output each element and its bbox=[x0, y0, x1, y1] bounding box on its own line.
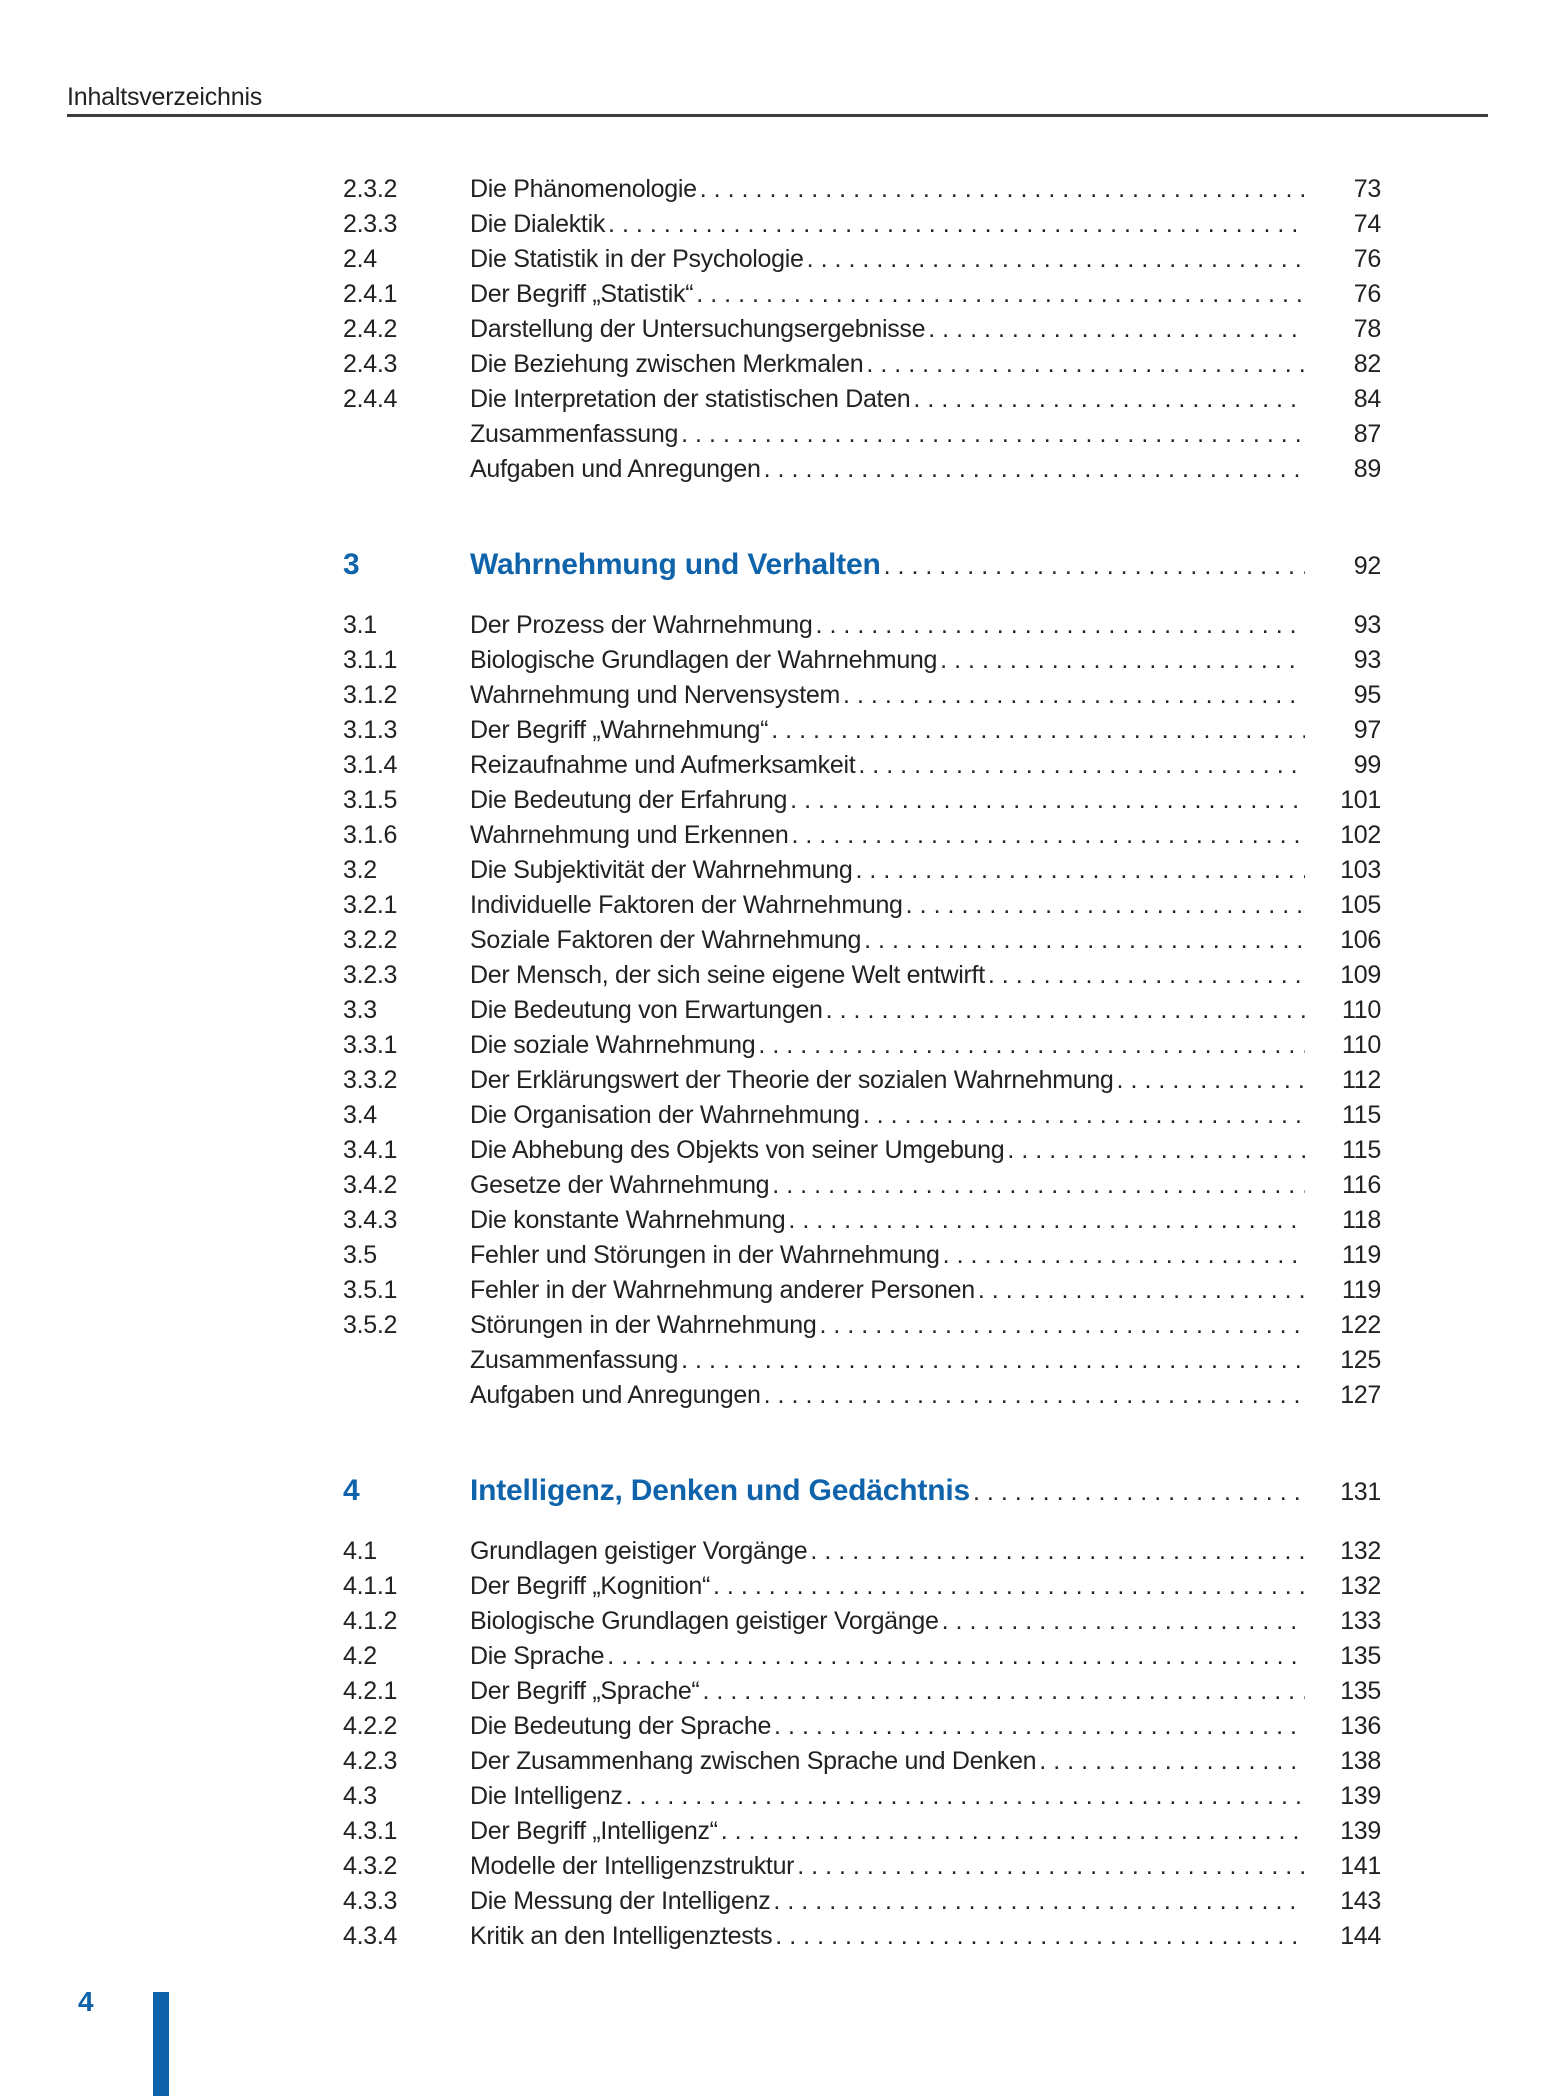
toc-entry-page: 76 bbox=[1353, 280, 1381, 308]
toc-entry-number: 3.1.3 bbox=[343, 716, 398, 744]
toc-entry-page: 138 bbox=[1340, 1747, 1381, 1775]
toc-entry bbox=[343, 1273, 1381, 1308]
toc-entry bbox=[343, 818, 1381, 853]
toc-entry-title: Der Mensch, der sich seine eigene Welt entwirft bbox=[470, 961, 985, 989]
toc-entry-number: 4.3.2 bbox=[343, 1852, 398, 1880]
toc-entry-page: 118 bbox=[1342, 1206, 1381, 1234]
toc-entry-number: 4.1.2 bbox=[343, 1607, 398, 1635]
toc-entry-page: 95 bbox=[1353, 681, 1381, 709]
toc-entry-number: 3.5.1 bbox=[343, 1276, 398, 1304]
toc-entry-number bbox=[343, 1343, 470, 1378]
toc-entry-page: 109 bbox=[1340, 961, 1381, 989]
toc-entry-number: 4.3 bbox=[343, 1782, 377, 1810]
toc-entry-page: 144 bbox=[1340, 1922, 1381, 1950]
toc-entry-page: 99 bbox=[1353, 751, 1381, 779]
toc-entry-page: 110 bbox=[1342, 1031, 1381, 1059]
toc-dot-leader bbox=[721, 1814, 1305, 1849]
toc-entry-page: 143 bbox=[1340, 1887, 1381, 1915]
toc-entry bbox=[343, 452, 1381, 487]
toc-entry-title: Der Begriff „Intelligenz“ bbox=[470, 1817, 718, 1845]
toc-entry bbox=[343, 347, 1381, 382]
toc-dot-leader bbox=[700, 172, 1305, 207]
toc-dot-leader bbox=[942, 1604, 1305, 1639]
toc-entry-number: 4.1.1 bbox=[343, 1572, 398, 1600]
toc-entry-title: Gesetze der Wahrnehmung bbox=[470, 1171, 770, 1199]
toc-entry-page: 110 bbox=[1342, 996, 1381, 1024]
toc-entry-page: 97 bbox=[1353, 716, 1381, 744]
toc-entry-number: 2.4.2 bbox=[343, 315, 398, 343]
toc-dot-leader bbox=[978, 1273, 1305, 1308]
footer-page-number: 4 bbox=[78, 1986, 94, 2017]
toc-entry bbox=[343, 888, 1381, 923]
toc-entry-number: 3.5.2 bbox=[343, 1311, 398, 1339]
toc-entry-page: 87 bbox=[1353, 420, 1381, 448]
toc-entry bbox=[343, 1779, 1381, 1814]
toc-dot-leader bbox=[810, 1534, 1305, 1569]
toc-entry-number: 3.1.4 bbox=[343, 751, 398, 779]
toc-entry bbox=[343, 783, 1381, 818]
toc-entry-page: 122 bbox=[1340, 1311, 1381, 1339]
toc-dot-leader bbox=[855, 853, 1305, 888]
toc-entry-number: 4.3.3 bbox=[343, 1887, 398, 1915]
toc-entry-page: 115 bbox=[1342, 1101, 1381, 1129]
toc-entry-title: Darstellung der Untersuchungsergebnisse bbox=[470, 315, 926, 343]
toc-entry-page: 127 bbox=[1340, 1381, 1381, 1409]
toc-entry bbox=[343, 853, 1381, 888]
toc-entry bbox=[343, 713, 1381, 748]
toc-entry-title: Der Prozess der Wahrnehmung bbox=[470, 611, 813, 639]
toc-dot-leader bbox=[788, 1203, 1305, 1238]
toc-entry-title: Fehler und Störungen in der Wahrnehmung bbox=[470, 1241, 940, 1269]
toc-entry-title: Kritik an den Intelligenztests bbox=[470, 1922, 773, 1950]
toc-dot-leader bbox=[772, 1168, 1305, 1203]
toc-entry bbox=[343, 277, 1381, 312]
toc-entry bbox=[343, 1814, 1381, 1849]
toc-entry-number: 4.2.3 bbox=[343, 1747, 398, 1775]
toc-dot-leader bbox=[608, 207, 1305, 242]
toc-entry-title: Die konstante Wahrnehmung bbox=[470, 1206, 786, 1234]
toc-entry-title: Individuelle Faktoren der Wahrnehmung bbox=[470, 891, 903, 919]
toc-entry-page: 139 bbox=[1340, 1817, 1381, 1845]
toc-dot-leader bbox=[826, 993, 1305, 1028]
toc-entry-title: Aufgaben und Anregungen bbox=[470, 455, 761, 483]
toc-entry bbox=[343, 1604, 1381, 1639]
toc-entry-number: 4.2.1 bbox=[343, 1677, 398, 1705]
toc-entry-title: Wahrnehmung und Erkennen bbox=[470, 821, 789, 849]
toc-entry-page: 119 bbox=[1342, 1276, 1381, 1304]
toc-entry-number: 3.4.2 bbox=[343, 1171, 398, 1199]
chapter-row bbox=[343, 543, 1381, 588]
toc-entry bbox=[343, 1639, 1381, 1674]
toc-entry-title: Reizaufnahme und Aufmerksamkeit bbox=[470, 751, 856, 779]
toc-entry-title: Wahrnehmung und Nervensystem bbox=[470, 681, 841, 709]
toc-entry-title: Die Abhebung des Objekts von seiner Umgebung bbox=[470, 1136, 1005, 1164]
table-of-contents bbox=[343, 172, 1381, 1954]
chapter-number: 3 bbox=[343, 548, 360, 581]
toc-dot-leader bbox=[843, 678, 1305, 713]
toc-entry bbox=[343, 1569, 1381, 1604]
toc-dot-leader bbox=[940, 643, 1305, 678]
toc-entry-title: Biologische Grundlagen der Wahrnehmung bbox=[470, 646, 938, 674]
toc-entry-title: Der Erklärungswert der Theorie der sozialen Wahrnehmung bbox=[470, 1066, 1114, 1094]
toc-entry-page: 119 bbox=[1342, 1241, 1381, 1269]
toc-entry-page: 82 bbox=[1353, 350, 1381, 378]
toc-dot-leader bbox=[864, 923, 1305, 958]
toc-dot-leader bbox=[713, 1569, 1305, 1604]
toc-entry bbox=[343, 608, 1381, 643]
toc-dot-leader bbox=[866, 347, 1305, 382]
toc-entry-page: 139 bbox=[1340, 1782, 1381, 1810]
toc-entry-number: 3.2.3 bbox=[343, 961, 398, 989]
chapter-tab-bar bbox=[153, 1992, 169, 2096]
toc-entry-page: 105 bbox=[1340, 891, 1381, 919]
toc-dot-leader bbox=[1039, 1744, 1305, 1779]
toc-entry bbox=[343, 1919, 1381, 1954]
toc-entry-number: 3.1.1 bbox=[343, 646, 398, 674]
toc-entry-title: Die Subjektivität der Wahrnehmung bbox=[470, 856, 853, 884]
toc-entry-number: 4.1 bbox=[343, 1537, 377, 1565]
toc-dot-leader bbox=[764, 1378, 1305, 1413]
toc-dot-leader bbox=[797, 1849, 1305, 1884]
toc-entry-number: 3.5 bbox=[343, 1241, 377, 1269]
toc-entry bbox=[343, 1028, 1381, 1063]
toc-entry-number bbox=[343, 452, 470, 487]
toc-dot-leader bbox=[607, 1639, 1305, 1674]
toc-entry bbox=[343, 1884, 1381, 1919]
toc-entry-page: 89 bbox=[1353, 455, 1381, 483]
toc-entry-title: Zusammenfassung bbox=[470, 1346, 679, 1374]
toc-entry-title: Soziale Faktoren der Wahrnehmung bbox=[470, 926, 862, 954]
toc-entry bbox=[343, 958, 1381, 993]
toc-entry-number: 2.4.1 bbox=[343, 280, 398, 308]
toc-entry-number: 3.1.5 bbox=[343, 786, 398, 814]
toc-dot-leader bbox=[988, 958, 1305, 993]
toc-entry bbox=[343, 1744, 1381, 1779]
toc-entry-page: 125 bbox=[1340, 1346, 1381, 1374]
toc-entry bbox=[343, 993, 1381, 1028]
toc-dot-leader bbox=[928, 312, 1305, 347]
toc-entry-number: 3.4.1 bbox=[343, 1136, 398, 1164]
toc-entry-number bbox=[343, 1378, 470, 1413]
toc-dot-leader bbox=[791, 818, 1305, 853]
toc-entry-title: Biologische Grundlagen geistiger Vorgänge bbox=[470, 1607, 939, 1635]
toc-dot-leader bbox=[773, 1884, 1305, 1919]
toc-entry-title: Der Begriff „Kognition“ bbox=[470, 1572, 710, 1600]
toc-entry-page: 74 bbox=[1353, 210, 1381, 238]
chapter-title: Intelligenz, Denken und Gedächtnis bbox=[470, 1474, 970, 1507]
toc-entry-number: 2.3.3 bbox=[343, 210, 398, 238]
toc-dot-leader bbox=[858, 748, 1305, 783]
toc-entry-page: 132 bbox=[1340, 1537, 1381, 1565]
toc-dot-leader bbox=[906, 888, 1305, 923]
toc-entry-title: Die soziale Wahrnehmung bbox=[470, 1031, 756, 1059]
toc-entry bbox=[343, 1238, 1381, 1273]
toc-dot-leader bbox=[1007, 1133, 1305, 1168]
toc-dot-leader bbox=[816, 608, 1305, 643]
toc-entry-title: Zusammenfassung bbox=[470, 420, 679, 448]
toc-entry-number: 3.2.2 bbox=[343, 926, 398, 954]
toc-entry-title: Die Interpretation der statistischen Daten bbox=[470, 385, 911, 413]
toc-entry bbox=[343, 1063, 1381, 1098]
toc-entry-page: 84 bbox=[1353, 385, 1381, 413]
toc-entry-title: Der Zusammenhang zwischen Sprache und Denken bbox=[470, 1747, 1037, 1775]
toc-entry-page: 93 bbox=[1353, 611, 1381, 639]
toc-entry-page: 135 bbox=[1340, 1642, 1381, 1670]
toc-entry bbox=[343, 1343, 1381, 1378]
toc-entry-title: Der Begriff „Statistik“ bbox=[470, 280, 694, 308]
toc-entry-page: 101 bbox=[1340, 786, 1381, 814]
toc-dot-leader bbox=[973, 1470, 1305, 1514]
toc-entry bbox=[343, 643, 1381, 678]
toc-entry-page: 132 bbox=[1340, 1572, 1381, 1600]
toc-entry-title: Die Bedeutung der Sprache bbox=[470, 1712, 772, 1740]
toc-entry-title: Die Messung der Intelligenz bbox=[470, 1887, 771, 1915]
toc-entry-title: Die Sprache bbox=[470, 1642, 605, 1670]
toc-entry-number: 3.1.6 bbox=[343, 821, 398, 849]
page-header: Inhaltsverzeichnis bbox=[67, 83, 263, 111]
toc-entry-page: 78 bbox=[1353, 315, 1381, 343]
chapter-page: 131 bbox=[1340, 1478, 1381, 1506]
toc-dot-leader bbox=[884, 544, 1305, 588]
toc-dot-leader bbox=[775, 1919, 1305, 1954]
toc-entry-number: 2.4.4 bbox=[343, 385, 398, 413]
toc-entry bbox=[343, 1133, 1381, 1168]
toc-entry bbox=[343, 1308, 1381, 1343]
toc-dot-leader bbox=[681, 1343, 1305, 1378]
toc-entry-title: Die Phänomenologie bbox=[470, 175, 697, 203]
toc-dot-leader bbox=[807, 242, 1305, 277]
toc-entry-title: Die Intelligenz bbox=[470, 1782, 623, 1810]
toc-entry-page: 103 bbox=[1340, 856, 1381, 884]
toc-entry-number: 3.1.2 bbox=[343, 681, 398, 709]
toc-entry bbox=[343, 923, 1381, 958]
toc-entry-page: 136 bbox=[1340, 1712, 1381, 1740]
toc-entry bbox=[343, 207, 1381, 242]
toc-dot-leader bbox=[774, 1709, 1305, 1744]
toc-entry-page: 106 bbox=[1340, 926, 1381, 954]
toc-entry bbox=[343, 748, 1381, 783]
toc-entry-page: 141 bbox=[1340, 1852, 1381, 1880]
toc-dot-leader bbox=[702, 1674, 1305, 1709]
toc-entry-title: Die Dialektik bbox=[470, 210, 606, 238]
chapter-page: 92 bbox=[1353, 552, 1381, 580]
toc-dot-leader bbox=[1117, 1063, 1305, 1098]
toc-entry bbox=[343, 678, 1381, 713]
toc-entry-title: Modelle der Intelligenzstruktur bbox=[470, 1852, 795, 1880]
toc-dot-leader bbox=[696, 277, 1305, 312]
header-rule bbox=[67, 114, 1488, 117]
toc-entry-page: 133 bbox=[1340, 1607, 1381, 1635]
toc-entry-number: 3.4 bbox=[343, 1101, 377, 1129]
toc-entry bbox=[343, 1534, 1381, 1569]
toc-entry-number: 3.2.1 bbox=[343, 891, 398, 919]
toc-dot-leader bbox=[771, 713, 1305, 748]
toc-entry bbox=[343, 1674, 1381, 1709]
chapter-row bbox=[343, 1469, 1381, 1514]
toc-entry-page: 76 bbox=[1353, 245, 1381, 273]
chapter-number: 4 bbox=[343, 1474, 360, 1507]
toc-entry-page: 116 bbox=[1342, 1171, 1381, 1199]
toc-entry-number: 3.4.3 bbox=[343, 1206, 398, 1234]
toc-entry-title: Der Begriff „Wahrnehmung“ bbox=[470, 716, 769, 744]
toc-entry bbox=[343, 417, 1381, 452]
toc-entry bbox=[343, 1168, 1381, 1203]
toc-dot-leader bbox=[626, 1779, 1305, 1814]
toc-entry-title: Die Statistik in der Psychologie bbox=[470, 245, 804, 273]
toc-entry bbox=[343, 312, 1381, 347]
toc-dot-leader bbox=[913, 382, 1305, 417]
toc-entry-number: 3.1 bbox=[343, 611, 377, 639]
toc-entry-page: 115 bbox=[1342, 1136, 1381, 1164]
toc-dot-leader bbox=[819, 1308, 1305, 1343]
toc-entry-page: 112 bbox=[1342, 1066, 1381, 1094]
toc-entry-number: 4.2.2 bbox=[343, 1712, 398, 1740]
toc-entry-title: Störungen in der Wahrnehmung bbox=[470, 1311, 817, 1339]
toc-dot-leader bbox=[790, 783, 1305, 818]
toc-entry-title: Die Bedeutung der Erfahrung bbox=[470, 786, 788, 814]
toc-dot-leader bbox=[943, 1238, 1305, 1273]
toc-dot-leader bbox=[681, 417, 1305, 452]
toc-entry-page: 135 bbox=[1340, 1677, 1381, 1705]
toc-entry-number: 3.3 bbox=[343, 996, 377, 1024]
toc-entry-number bbox=[343, 417, 470, 452]
toc-entry-number: 3.2 bbox=[343, 856, 377, 884]
toc-entry-title: Grundlagen geistiger Vorgänge bbox=[470, 1537, 808, 1565]
toc-entry-title: Die Organisation der Wahrnehmung bbox=[470, 1101, 860, 1129]
toc-entry bbox=[343, 242, 1381, 277]
toc-entry-number: 3.3.1 bbox=[343, 1031, 398, 1059]
toc-entry-number: 2.3.2 bbox=[343, 175, 398, 203]
toc-entry-page: 102 bbox=[1340, 821, 1381, 849]
toc-entry-number: 4.3.1 bbox=[343, 1817, 398, 1845]
toc-entry-number: 4.2 bbox=[343, 1642, 377, 1670]
toc-entry-title: Die Beziehung zwischen Merkmalen bbox=[470, 350, 864, 378]
chapter-title: Wahrnehmung und Verhalten bbox=[470, 548, 881, 581]
toc-dot-leader bbox=[764, 452, 1305, 487]
toc-entry bbox=[343, 382, 1381, 417]
toc-dot-leader bbox=[863, 1098, 1305, 1133]
toc-entry-number: 2.4.3 bbox=[343, 350, 398, 378]
toc-entry-page: 93 bbox=[1353, 646, 1381, 674]
toc-entry bbox=[343, 172, 1381, 207]
toc-entry bbox=[343, 1709, 1381, 1744]
toc-entry bbox=[343, 1203, 1381, 1238]
toc-entry-title: Die Bedeutung von Erwartungen bbox=[470, 996, 823, 1024]
toc-entry bbox=[343, 1849, 1381, 1884]
toc-entry-page: 73 bbox=[1353, 175, 1381, 203]
toc-entry-number: 2.4 bbox=[343, 245, 377, 273]
toc-entry-title: Der Begriff „Sprache“ bbox=[470, 1677, 700, 1705]
toc-entry bbox=[343, 1378, 1381, 1413]
toc-dot-leader bbox=[758, 1028, 1305, 1063]
toc-entry-title: Aufgaben und Anregungen bbox=[470, 1381, 761, 1409]
toc-entry-title: Fehler in der Wahrnehmung anderer Personen bbox=[470, 1276, 975, 1304]
toc-entry-number: 3.3.2 bbox=[343, 1066, 398, 1094]
toc-entry bbox=[343, 1098, 1381, 1133]
toc-entry-number: 4.3.4 bbox=[343, 1922, 398, 1950]
